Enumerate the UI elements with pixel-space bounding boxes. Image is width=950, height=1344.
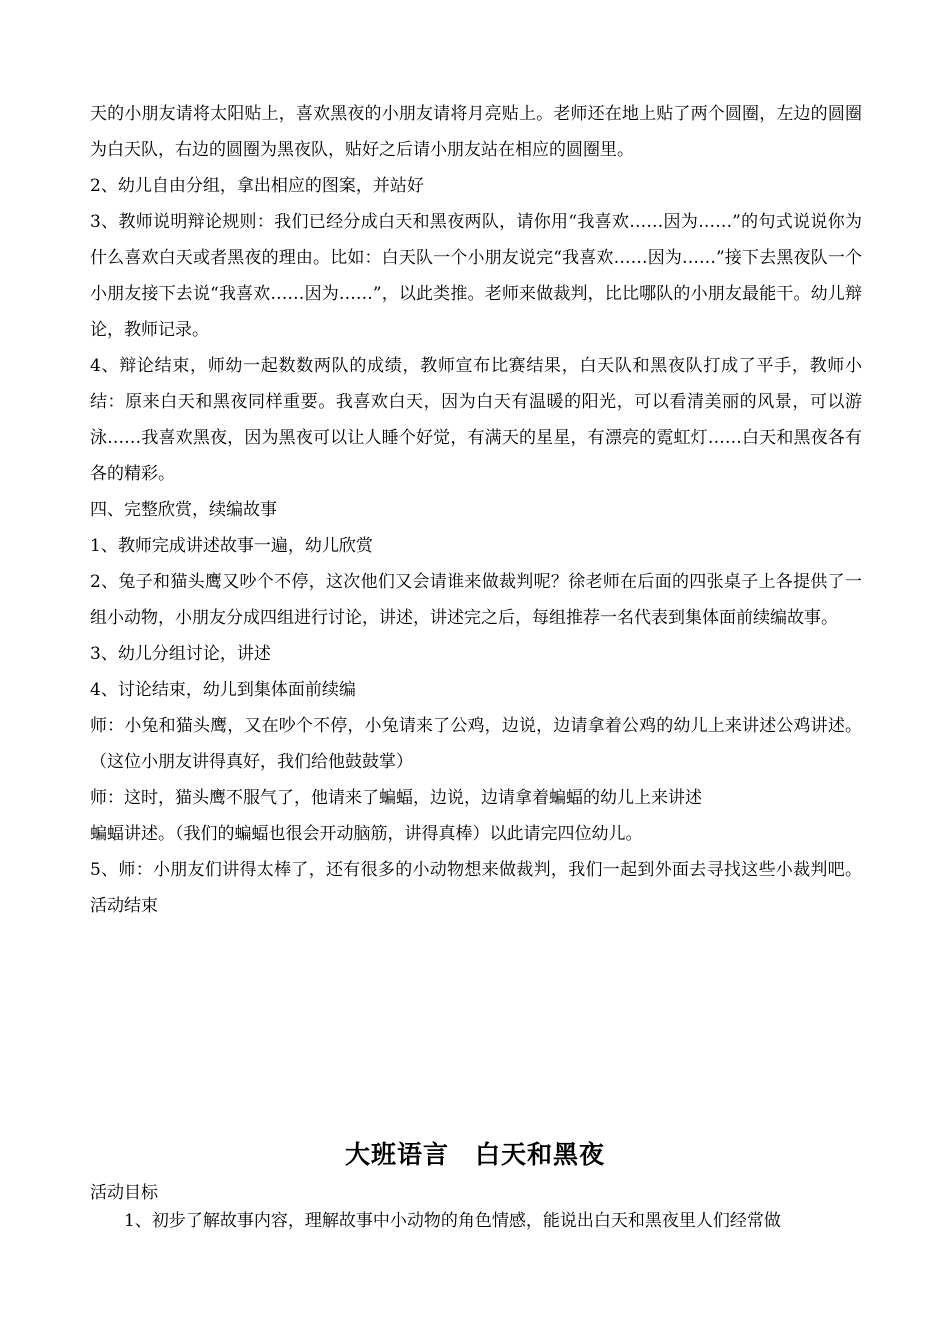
- lesson-body: [90, 96, 862, 924]
- paragraph: 3、教师说明辩论规则：我们已经分成白天和黑夜两队，请你用“我喜欢……因为……”的句式说说你为什么喜欢白天或者黑夜的理由。比如：白天队一个小朋友说完“我喜欢……因为……”接下去黑夜队一个小朋友接下去说“我喜欢……因为……”，以此类推。老师来做裁判，比比哪队的小朋友最能干。幼儿辩论，教师记录。: [90, 212, 862, 340]
- objective-item: 1、初步了解故事内容，理解故事中小动物的角色情感，能说出白天和黑夜里人们经常做: [124, 1211, 781, 1231]
- paragraph: 师：小兔和猫头鹰，又在吵个不停，小兔请来了公鸡，边说，边请拿着公鸡的幼儿上来讲述公鸡讲述。（这位小朋友讲得真好，我们给他鼓鼓掌）: [90, 716, 862, 772]
- paragraph: 3、幼儿分组讨论，讲述: [90, 644, 271, 664]
- paragraph: 1、教师完成讲述故事一遍，幼儿欣赏: [90, 536, 373, 556]
- paragraph: 5、师：小朋友们讲得太棒了，还有很多的小动物想来做裁判，我们一起到外面去寻找这些小裁判吧。活动结束: [90, 860, 862, 916]
- objectives-label: 活动目标: [90, 1183, 158, 1203]
- paragraph: 天的小朋友请将太阳贴上，喜欢黑夜的小朋友请将月亮贴上。老师还在地上贴了两个圆圈，左边的圆圈为白天队，右边的圆圈为黑夜队，贴好之后请小朋友站在相应的圆圈里。: [90, 104, 862, 160]
- paragraph: 4、讨论结束，幼儿到集体面前续编: [90, 680, 356, 700]
- paragraph: 蝙蝠讲述。（我们的蝙蝠也很会开动脑筋，讲得真棒）以此请完四位幼儿。: [90, 824, 643, 844]
- paragraph: 2、兔子和猫头鹰又吵个不停，这次他们又会请谁来做裁判呢？徐老师在后面的四张桌子上各提供了一组小动物，小朋友分成四组进行讨论，讲述，讲述完之后，每组推荐一名代表到集体面前续编故事。: [90, 572, 862, 628]
- paragraph: 师：这时，猫头鹰不服气了，他请来了蝙蝠，边说，边请拿着蝙蝠的幼儿上来讲述: [90, 788, 702, 808]
- paragraph: 4、辩论结束，师幼一起数数两队的成绩，教师宣布比赛结果，白天队和黑夜队打成了平手，教师小结：原来白天和黑夜同样重要。我喜欢白天，因为白天有温暖的阳光，可以看清美丽的风景，可以游泳……我喜欢黑夜，因为黑夜可以让人睡个好觉，有满天的星星，有漂亮的霓虹灯……白天和黑夜各有各的精彩。: [90, 356, 862, 484]
- section-heading: 四、完整欣赏，续编故事: [90, 500, 277, 520]
- paragraph: 2、幼儿自由分组，拿出相应的图案，并站好: [90, 176, 424, 196]
- lesson-title: 大班语言 白天和黑夜: [344, 1140, 605, 1169]
